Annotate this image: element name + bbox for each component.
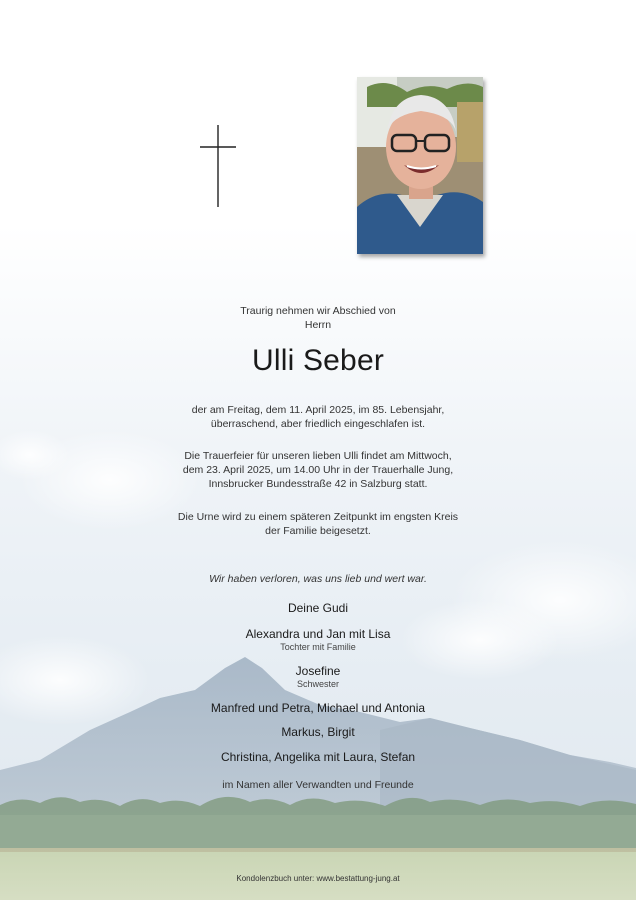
text-line: überraschend, aber friedlich eingeschlafen ist. [210, 418, 426, 430]
cross-icon [198, 125, 238, 207]
text-line: Die Trauerfeier für unseren lieben Ulli findet am Mittwoch, [184, 450, 452, 462]
death-announcement [118, 403, 518, 431]
text-line: Innsbrucker Bundesstraße 42 in Salzburg statt. [208, 478, 428, 490]
mourner-name: Deine Gudi [287, 601, 349, 615]
text-line: dem 23. April 2025, um 14.00 Uhr in der Trauerhalle Jung, [182, 464, 454, 476]
text-line: der am Freitag, dem 11. April 2025, im 85. Lebensjahr, [191, 404, 445, 416]
mourner-entry [118, 601, 518, 615]
closing-line: im Namen aller Verwandten und Freunde [222, 779, 414, 791]
portrait-photo [357, 77, 483, 254]
mourner-name: Manfred und Petra, Michael und Antonia [210, 701, 426, 715]
mourner-entry [118, 664, 518, 689]
mourner-entry [118, 725, 518, 739]
mourner-name: Josefine [295, 664, 341, 678]
mourner-name: Alexandra und Jan mit Lisa [245, 627, 391, 641]
motto: Wir haben verloren, was uns lieb und wert war. [209, 573, 427, 585]
condolence-footer: Kondolenzbuch unter: www.bestattung-jung.at [236, 874, 400, 883]
mourner-entry [118, 750, 518, 764]
intro-line: Traurig nehmen wir Abschied von [240, 305, 396, 317]
mourner-relation: Schwester [296, 679, 340, 689]
mourner-entry [118, 627, 518, 652]
mourner-name: Markus, Birgit [281, 725, 355, 739]
mourner-entry [118, 701, 518, 715]
text-line: der Familie beigesetzt. [265, 525, 371, 537]
deceased-name: Ulli Seber [251, 344, 385, 377]
mourner-name: Christina, Angelika mit Laura, Stefan [220, 750, 416, 764]
mourner-relation: Tochter mit Familie [280, 642, 356, 652]
funeral-details [118, 449, 518, 491]
intro-text [118, 304, 518, 332]
intro-salutation: Herrn [304, 319, 332, 331]
text-line: Die Urne wird zu einem späteren Zeitpunkt im engsten Kreis [177, 511, 459, 523]
urn-burial-note [118, 510, 518, 538]
